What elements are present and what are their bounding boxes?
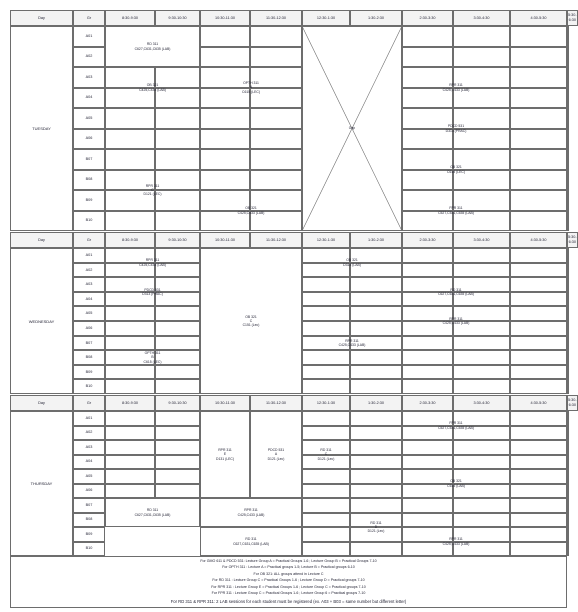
empty-slot — [567, 455, 569, 470]
group-header: Gr — [73, 10, 105, 26]
time-slot-header: 5:30-6:30 — [567, 10, 578, 26]
empty-slot — [567, 211, 569, 232]
day-header: Day — [10, 395, 73, 411]
empty-slot — [402, 26, 453, 47]
time-slot-header: 12:30-1:30 — [302, 232, 350, 248]
empty-slot — [510, 149, 567, 170]
empty-slot — [402, 513, 453, 528]
empty-slot — [510, 321, 567, 336]
empty-slot — [402, 365, 453, 380]
empty-slot — [155, 469, 200, 484]
timetable-sheet — [10, 10, 577, 606]
empty-slot — [453, 26, 510, 47]
empty-slot — [350, 379, 402, 394]
time-slot-header: 4:30-5:30 — [510, 232, 567, 248]
empty-slot — [350, 411, 402, 426]
group-cell: B09 — [73, 527, 105, 542]
group-cell: A04 — [73, 88, 105, 109]
class-block: RD 311 C627,C631,C635 (LAB) — [200, 527, 302, 556]
time-slot-header: 11:30-12:30 — [250, 232, 302, 248]
empty-slot — [567, 350, 569, 365]
group-header: Gr — [73, 395, 105, 411]
empty-slot — [402, 498, 453, 513]
class-block: OPTH 311 A C615 (LEC) — [200, 26, 302, 149]
empty-slot — [567, 321, 569, 336]
group-header: Gr — [73, 232, 105, 248]
footer-note-line: For FPR 311 : Lecture Group C = Practical Groups 1-6 ; Lecture Group 6 = Practical groups 7-10 — [211, 591, 366, 595]
day-label: TUESDAY — [10, 26, 73, 231]
empty-slot — [567, 542, 569, 557]
empty-slot — [302, 527, 350, 542]
time-slot-header: 8:30-9:30 — [105, 395, 155, 411]
group-cell: B10 — [73, 542, 105, 557]
group-cell: A03 — [73, 440, 105, 455]
empty-slot — [453, 498, 510, 513]
empty-slot — [510, 336, 567, 351]
group-cell: A06 — [73, 484, 105, 499]
empty-slot — [567, 149, 569, 170]
class-block: RD 311 C627,C631,C635 (LAB) — [105, 26, 200, 67]
empty-slot — [510, 170, 567, 191]
empty-slot — [510, 379, 567, 394]
empty-slot — [567, 277, 569, 292]
empty-slot — [105, 469, 155, 484]
empty-slot — [402, 263, 453, 278]
class-block: FPR 311 C527,C531,C535 (LAB) — [402, 190, 510, 231]
empty-slot — [200, 149, 250, 170]
empty-slot — [510, 350, 567, 365]
time-slot-header: 11:30-12:30 — [250, 395, 302, 411]
empty-slot — [510, 263, 567, 278]
group-cell: B08 — [73, 513, 105, 528]
empty-slot — [105, 129, 155, 150]
empty-slot — [453, 47, 510, 68]
empty-slot — [402, 336, 453, 351]
group-cell: A01 — [73, 411, 105, 426]
empty-slot — [567, 484, 569, 499]
empty-slot — [510, 88, 567, 109]
time-slot-header: 12:30-1:30 — [302, 10, 350, 26]
group-cell: A05 — [73, 306, 105, 321]
empty-slot — [510, 440, 567, 455]
class-block: OB 321 C C151 (Lec) — [200, 248, 302, 394]
empty-slot — [155, 108, 200, 129]
empty-slot — [155, 455, 200, 470]
class-block: RD 311 C627,C631,C635 (LAB) — [402, 277, 510, 306]
empty-slot — [567, 336, 569, 351]
empty-slot — [302, 542, 350, 557]
empty-slot — [350, 484, 402, 499]
time-slot-header: 3:30-4:30 — [453, 10, 510, 26]
empty-slot — [510, 67, 567, 88]
empty-slot — [302, 306, 350, 321]
group-cell: A04 — [73, 455, 105, 470]
empty-slot — [567, 513, 569, 528]
footer-note-line: For OPTH 311 : Lecture A = Practical groups 1-5; Lecture B = Practical groups 6-10 — [222, 565, 355, 570]
empty-slot — [350, 426, 402, 441]
empty-slot — [510, 306, 567, 321]
time-slot-header: 9:30-10:30 — [155, 395, 200, 411]
class-block: OPTH 311 B C615 (LEC) — [105, 321, 200, 394]
empty-slot — [105, 440, 155, 455]
empty-slot — [350, 365, 402, 380]
gap-block: Gap — [302, 26, 402, 231]
group-cell: A05 — [73, 469, 105, 484]
time-slot-header: 10:30-11:30 — [200, 232, 250, 248]
empty-slot — [510, 365, 567, 380]
class-block: RD 311 C D121 (Lec) — [302, 411, 350, 498]
empty-slot — [567, 292, 569, 307]
empty-slot — [510, 211, 567, 232]
group-cell: A06 — [73, 129, 105, 150]
empty-slot — [302, 379, 350, 394]
time-slot-header: 12:30-1:30 — [302, 395, 350, 411]
empty-slot — [567, 67, 569, 88]
day-header: Day — [10, 232, 73, 248]
empty-slot — [155, 440, 200, 455]
empty-slot — [510, 542, 567, 557]
class-block: FPR 311 C527,C531,C535 (LAB) — [402, 411, 510, 440]
group-cell: B09 — [73, 190, 105, 211]
time-slot-header: 8:30-9:30 — [105, 10, 155, 26]
empty-slot — [105, 411, 155, 426]
empty-slot — [350, 440, 402, 455]
empty-slot — [155, 484, 200, 499]
time-slot-header: 2:30-3:30 — [402, 232, 453, 248]
empty-slot — [155, 426, 200, 441]
empty-slot — [350, 455, 402, 470]
empty-slot — [402, 350, 453, 365]
class-block: PDCD 531 D313 (PRAC) — [105, 277, 200, 306]
empty-slot — [350, 306, 402, 321]
empty-slot — [567, 527, 569, 542]
empty-slot — [567, 426, 569, 441]
footer-note-line: For GMO 611 & PDCD 531: Lecture Group A = Practical Groups 1-6 ; Lecture Group B = Practical Groups 7-10 — [200, 559, 377, 563]
class-block: OB 321 C615 (LEC) — [402, 149, 510, 190]
time-slot-header: 1:30-2:30 — [350, 10, 402, 26]
time-slot-header: 3:30-4:30 — [453, 395, 510, 411]
group-cell: A06 — [73, 321, 105, 336]
empty-slot — [350, 277, 402, 292]
group-cell: B10 — [73, 379, 105, 394]
empty-slot — [567, 365, 569, 380]
empty-slot — [510, 47, 567, 68]
empty-slot — [567, 469, 569, 484]
empty-slot — [453, 379, 510, 394]
empty-slot — [510, 498, 567, 513]
empty-slot — [567, 263, 569, 278]
empty-slot — [510, 484, 567, 499]
footer-note-line: For RD 311 & RPR 311: 2 LAB sessions for each student must be registered (ex. A03 + B03 = same number but different letter) — [170, 598, 407, 604]
day-label: THURSDAY — [10, 411, 73, 556]
empty-slot — [350, 292, 402, 307]
empty-slot — [567, 498, 569, 513]
empty-slot — [453, 248, 510, 263]
class-block: RPR 311 C D121 (LEC) — [105, 149, 200, 231]
group-cell: A03 — [73, 67, 105, 88]
group-cell: A02 — [73, 47, 105, 68]
empty-slot — [510, 248, 567, 263]
empty-slot — [105, 455, 155, 470]
class-block: RPR 311 C425,C433 (LAB) — [402, 527, 510, 556]
empty-slot — [402, 248, 453, 263]
class-block: OB 321 D313 (LAB) — [302, 248, 402, 277]
group-cell: A05 — [73, 108, 105, 129]
time-slot-header: 5:30-6:30 — [567, 395, 578, 411]
time-slot-header: 1:30-2:30 — [350, 395, 402, 411]
empty-slot — [567, 88, 569, 109]
empty-slot — [567, 440, 569, 455]
time-slot-header: 10:30-11:30 — [200, 10, 250, 26]
group-cell: B07 — [73, 149, 105, 170]
class-block: RPR 311 C425,C433 (LAB) — [402, 67, 510, 108]
time-slot-header: 8:30-9:30 — [105, 232, 155, 248]
empty-slot — [402, 379, 453, 394]
empty-slot — [567, 47, 569, 68]
empty-slot — [567, 306, 569, 321]
empty-slot — [105, 484, 155, 499]
empty-slot — [453, 350, 510, 365]
class-block: RD 311 D D121 (Lec) — [350, 498, 402, 556]
group-cell: B07 — [73, 498, 105, 513]
empty-slot — [155, 411, 200, 426]
time-slot-header: 1:30-2:30 — [350, 232, 402, 248]
empty-slot — [510, 426, 567, 441]
time-slot-header: 4:30-5:30 — [510, 10, 567, 26]
empty-slot — [155, 306, 200, 321]
empty-slot — [453, 263, 510, 278]
class-block: RPR 311 C425,C433 (LAB) — [302, 321, 402, 365]
group-cell: B09 — [73, 365, 105, 380]
class-block: RPR 311 E D131 (LEC) — [200, 411, 250, 498]
group-cell: A01 — [73, 26, 105, 47]
empty-slot — [567, 248, 569, 263]
time-slot-header: 10:30-11:30 — [200, 395, 250, 411]
time-slot-header: 11:30-12:30 — [250, 10, 302, 26]
class-block: RPR 311 C425,C433 (LAB) — [105, 248, 200, 277]
empty-slot — [510, 513, 567, 528]
empty-slot — [453, 513, 510, 528]
class-block: RPR 311 C425,C433 (LAB) — [402, 306, 510, 335]
day-label: WEDNESDAY — [10, 248, 73, 394]
empty-slot — [567, 108, 569, 129]
class-block: PDCD 531 A D121 (Lec) — [250, 411, 302, 498]
empty-slot — [510, 527, 567, 542]
empty-slot — [453, 455, 510, 470]
empty-slot — [510, 190, 567, 211]
group-cell: B08 — [73, 170, 105, 191]
group-cell: A02 — [73, 426, 105, 441]
class-block: RPR 311 C425,C433 (LAB) — [200, 498, 302, 527]
empty-slot — [567, 190, 569, 211]
empty-slot — [567, 170, 569, 191]
group-cell: A02 — [73, 263, 105, 278]
empty-slot — [510, 277, 567, 292]
group-cell: A03 — [73, 277, 105, 292]
empty-slot — [250, 170, 302, 191]
time-slot-header: 5:30-6:30 — [567, 232, 578, 248]
group-cell: B07 — [73, 336, 105, 351]
empty-slot — [510, 129, 567, 150]
empty-slot — [105, 108, 155, 129]
footer-note-line: For RPR 311 : Lecture Group E = Practical Groups 1-6 ; Lecture Group C = Practical groups 7-10 — [211, 584, 366, 589]
empty-slot — [302, 513, 350, 528]
empty-slot — [200, 170, 250, 191]
empty-slot — [453, 440, 510, 455]
empty-slot — [510, 469, 567, 484]
empty-slot — [155, 129, 200, 150]
empty-slot — [510, 292, 567, 307]
empty-slot — [567, 26, 569, 47]
class-block: OB 321 C425,C433 (LAB) — [105, 67, 200, 108]
empty-slot — [350, 469, 402, 484]
empty-slot — [250, 149, 302, 170]
group-cell: A04 — [73, 292, 105, 307]
empty-slot — [567, 129, 569, 150]
empty-slot — [510, 455, 567, 470]
class-block: OB 321 C615 (LAB) — [402, 469, 510, 498]
empty-slot — [302, 365, 350, 380]
empty-slot — [567, 379, 569, 394]
class-block: RD 311 C627,C631,C635 (LAB) — [105, 498, 200, 527]
empty-slot — [302, 277, 350, 292]
empty-slot — [402, 455, 453, 470]
time-slot-header: 9:30-10:30 — [155, 10, 200, 26]
group-cell: A01 — [73, 248, 105, 263]
class-block: OB 321 C425,C433 (LAB) — [200, 190, 302, 231]
empty-slot — [302, 292, 350, 307]
group-cell: B08 — [73, 350, 105, 365]
footer-note-line: For RD 311 : Lecture Group C = Practical Groups 1-6 ; Lecture Group D = Practical groups 7-10 — [212, 578, 365, 583]
empty-slot — [510, 108, 567, 129]
empty-slot — [453, 336, 510, 351]
empty-slot — [453, 365, 510, 380]
empty-slot — [510, 26, 567, 47]
time-slot-header: 2:30-3:30 — [402, 10, 453, 26]
footer-note-line: For OB 321: ALL groups attend in Lecture C — [253, 571, 324, 576]
time-slot-header: 4:30-5:30 — [510, 395, 567, 411]
class-block: PDCD 531 D313 (PRAC) — [402, 108, 510, 149]
empty-slot — [402, 440, 453, 455]
group-cell: B10 — [73, 211, 105, 232]
day-header: Day — [10, 10, 73, 26]
empty-slot — [302, 498, 350, 513]
time-slot-header: 9:30-10:30 — [155, 232, 200, 248]
time-slot-header: 3:30-4:30 — [453, 232, 510, 248]
empty-slot — [105, 306, 155, 321]
empty-slot — [105, 426, 155, 441]
empty-slot — [510, 411, 567, 426]
empty-slot — [402, 47, 453, 68]
empty-slot — [567, 411, 569, 426]
time-slot-header: 2:30-3:30 — [402, 395, 453, 411]
